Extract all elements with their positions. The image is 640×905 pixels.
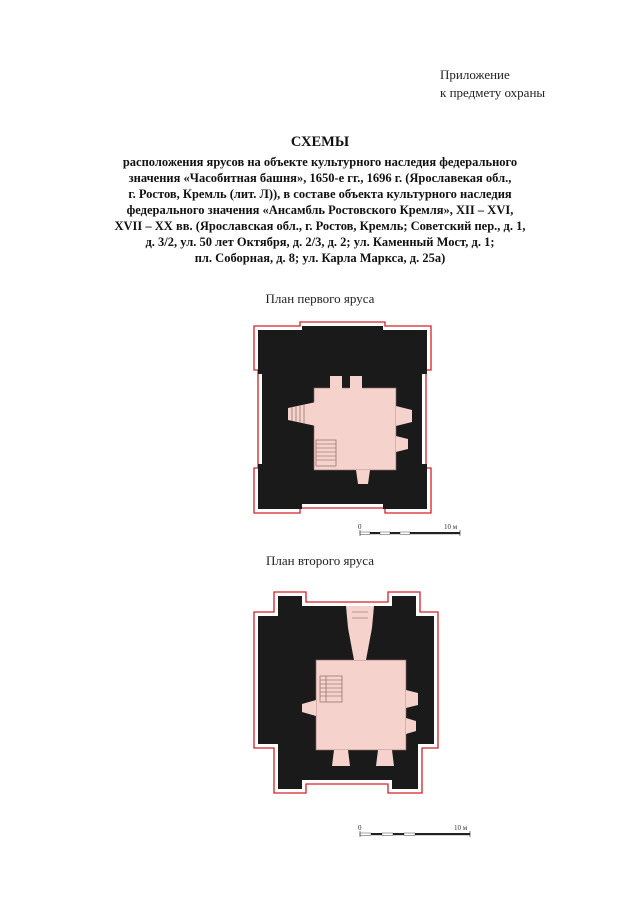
plan-first-tier-niche [350,376,362,390]
appendix-line-1: Приложение [440,67,510,82]
plan-first-tier-niche-bottom [356,470,370,484]
description-line-7: пл. Соборная, д. 8; ул. Карла Маркса, д. 25а) [194,251,446,265]
plan-first-tier-scale-bar [356,521,466,543]
description-line-5: XVII – XX вв. (Ярославская обл., г. Ростов, Кремль; Советский пер., д. 1, [114,219,526,233]
scale-end-label: 10 м [454,824,468,832]
plan-second-tier-niche-bottom [332,750,350,766]
plan-second-tier-label: План второго яруса [266,553,374,568]
plan-second-tier-niche-bottom [376,750,394,766]
plan-second-tier-scale-bar [356,822,476,844]
scale-start-label: 0 [358,824,362,832]
plan-first-tier-label: План первого яруса [265,291,375,306]
scale-end-label: 10 м [444,523,458,531]
description-line-6: д. 3/2, ул. 50 лет Октября, д. 2/3, д. 2; ул. Каменный Мост, д. 1; [145,235,495,249]
appendix-line-2: к предмету охраны [440,85,546,100]
document-description [100,154,540,266]
scale-start-label: 0 [358,523,362,531]
description-line-2: значения «Часобитная башня», 1650-е гг., 1696 г. (Ярославекая обл., [128,171,512,185]
appendix-note [440,66,545,102]
description-line-4: федерального значения «Ансамбль Ростовского Кремля», XII – XVI, [126,203,514,217]
description-line-1: расположения ярусов на объекте культурного наследия федерального [122,155,518,169]
document-title: СХЕМЫ [290,134,350,150]
plan-first-tier-chamber [314,388,396,470]
plan-second-tier-chamber [316,660,406,750]
description-line-3: г. Ростов, Кремль (лит. Л)), в составе объекта культурного наследия [128,187,512,201]
plan-second-tier [250,588,442,798]
plan-first-tier-niche [330,376,342,390]
plan-second-tier-niche-right [406,690,418,708]
plan-first-tier [250,318,435,518]
